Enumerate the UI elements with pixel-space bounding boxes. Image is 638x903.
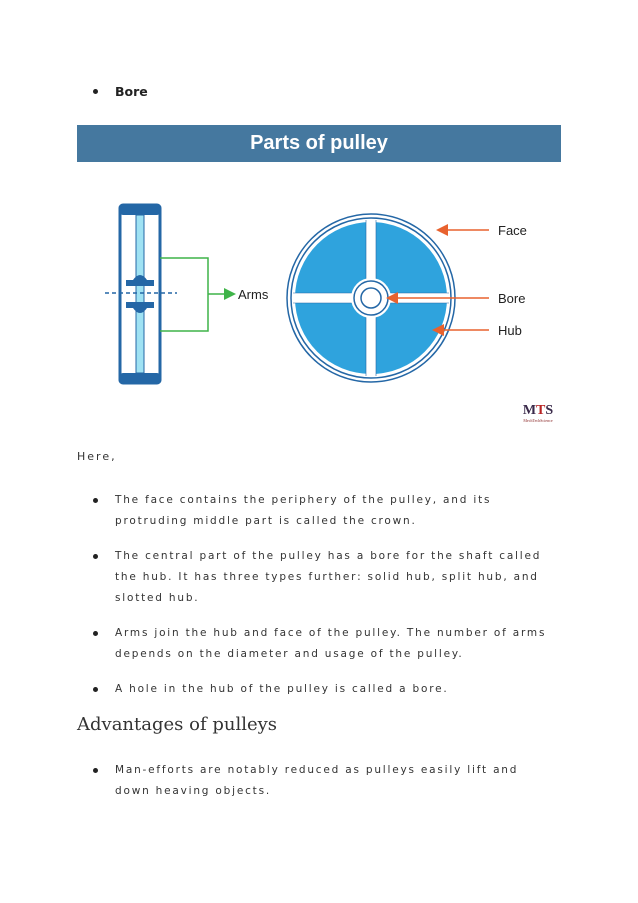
pulley-diagram <box>77 162 561 392</box>
label-arms: Arms <box>238 287 269 302</box>
list-item: The central part of the pulley has a bore for the shaft called the hub. It has three types further: solid hub, split hub, and slotted hub. <box>93 546 553 609</box>
arms-callout <box>160 258 269 331</box>
list-item: Arms join the hub and face of the pulley. The number of arms depends on the diameter and usage of the pulley. <box>93 623 553 665</box>
advantages-list <box>93 760 553 816</box>
brand-logo: MTS MechTechScience <box>522 403 554 423</box>
bullet-dot <box>93 89 98 94</box>
intro-text: Here, <box>77 450 117 463</box>
label-face: Face <box>498 223 527 238</box>
diagram-title: Parts of pulley <box>250 132 388 154</box>
list-item: The face contains the periphery of the pulley, and its protruding middle part is called the crown. <box>93 490 553 532</box>
parts-list <box>93 490 553 714</box>
top-bullet-item <box>93 84 148 99</box>
pulley-side-view <box>105 205 177 383</box>
diagram-title-banner <box>77 125 561 162</box>
label-bore: Bore <box>498 291 526 306</box>
list-item: Man-efforts are notably reduced as pulleys easily lift and down heaving objects. <box>93 760 553 802</box>
top-bullet-text: Bore <box>115 84 148 99</box>
face-callout <box>439 223 527 238</box>
list-item: A hole in the hub of the pulley is called a bore. <box>93 679 553 700</box>
section-heading: Advantages of pulleys <box>77 714 278 735</box>
label-hub: Hub <box>498 323 522 338</box>
